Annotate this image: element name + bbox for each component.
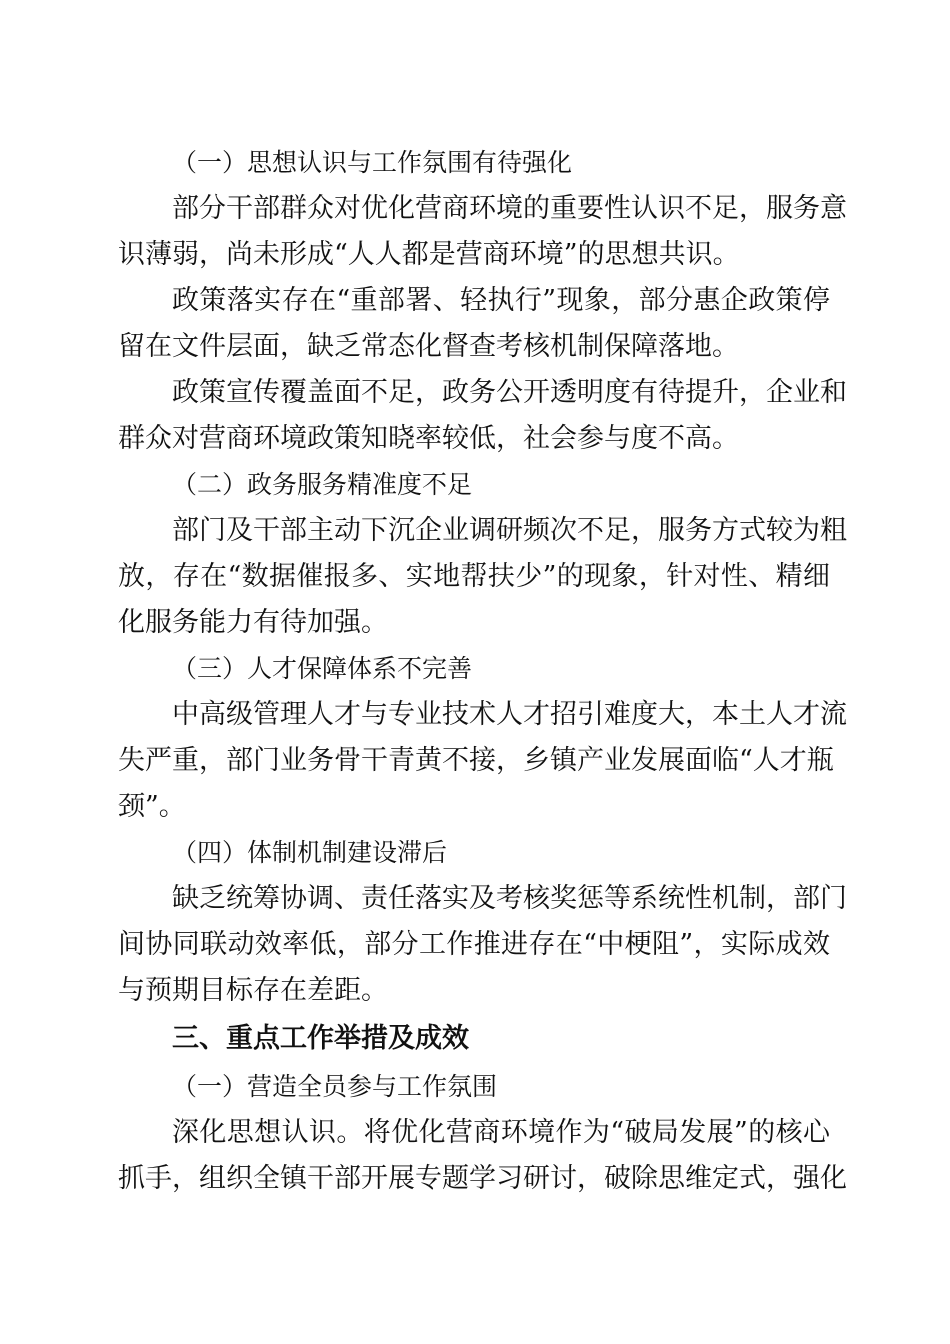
paragraph-6 [118, 876, 847, 1014]
paragraph-line: 部分干部群众对优化营商环境的重要性认识不足，服务意 [172, 193, 847, 224]
paragraph-line: 政策落实存在“重部署、轻执行”现象，部分惠企政策停 [172, 285, 830, 316]
paragraph-line: 抓手，组织全镇干部开展专题学习研讨，破除思维定式，强化 [118, 1163, 847, 1194]
paragraph-line: 留在文件层面，缺乏常态化督查考核机制保障落地。 [118, 331, 739, 362]
paragraph-line: 失严重，部门业务骨干青黄不接，乡镇产业发展面临“人才瓶 [118, 745, 834, 776]
paragraph-3 [118, 370, 847, 462]
document-body [118, 140, 847, 1202]
paragraph-line: 群众对营商环境政策知晓率较低，社会参与度不高。 [118, 423, 739, 454]
paragraph-1 [118, 186, 847, 278]
paragraph-line: 中高级管理人才与专业技术人才招引难度大，本土人才流 [172, 699, 847, 730]
paragraph-line: 颈”。 [118, 791, 186, 822]
paragraph-line: 化服务能力有待加强。 [118, 607, 388, 638]
subheading-3: （三）人才保障体系不完善 [172, 654, 473, 683]
paragraph-line: 深化思想认识。将优化营商环境作为“破局发展”的核心 [172, 1117, 830, 1148]
paragraph-line: 放，存在“数据催报多、实地帮扶少”的现象，针对性、精细 [118, 561, 830, 592]
paragraph-line: 政策宣传覆盖面不足，政务公开透明度有待提升，企业和 [172, 377, 847, 408]
paragraph-7 [118, 1110, 847, 1202]
subheading-4: （四）体制机制建设滞后 [172, 838, 448, 867]
paragraph-2 [118, 278, 830, 370]
subheading-1: （一）思想认识与工作氛围有待强化 [172, 148, 573, 177]
paragraph-line: 部门及干部主动下沉企业调研频次不足，服务方式较为粗 [172, 515, 847, 546]
subheading-5: （一）营造全员参与工作氛围 [172, 1072, 498, 1101]
section-heading-3: 三、重点工作举措及成效 [172, 1023, 469, 1054]
paragraph-5 [118, 692, 847, 830]
paragraph-line: 间协同联动效率低，部分工作推进存在“中梗阻”，实际成效 [118, 929, 830, 960]
subheading-2: （二）政务服务精准度不足 [172, 470, 473, 499]
paragraph-line: 与预期目标存在差距。 [118, 975, 388, 1006]
paragraph-line: 识薄弱，尚未形成“人人都是营商环境”的思想共识。 [118, 239, 740, 270]
paragraph-4 [118, 508, 847, 646]
paragraph-line: 缺乏统筹协调、责任落实及考核奖惩等系统性机制，部门 [172, 883, 847, 914]
